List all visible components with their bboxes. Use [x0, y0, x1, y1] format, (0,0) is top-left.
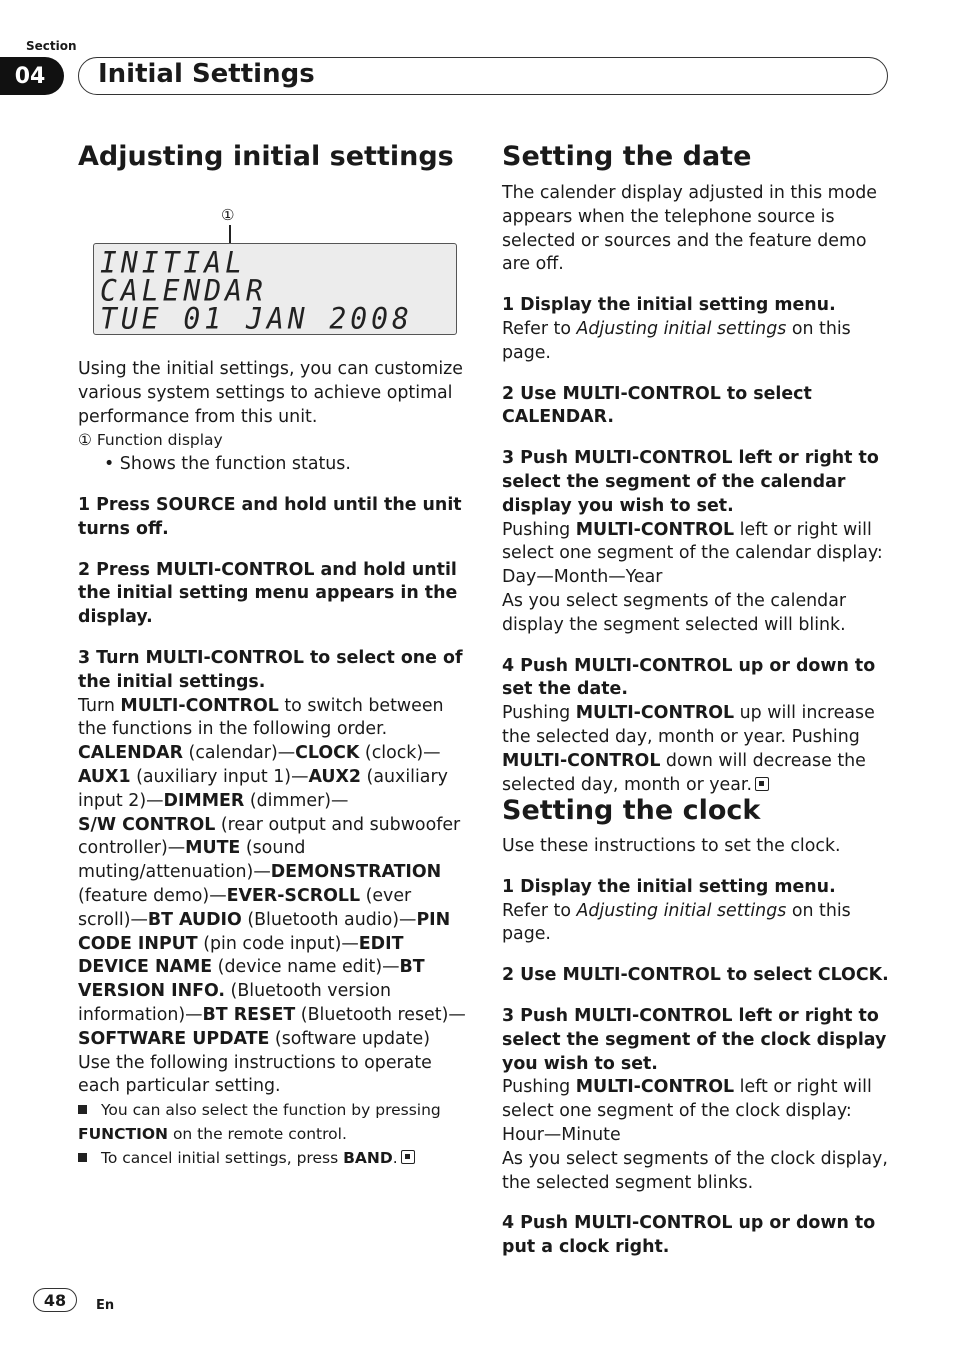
step-3-description: Turn MULTI-CONTROL to switch between the functions in the following order. [78, 695, 444, 740]
date-step-3-note: As you select segments of the calendar display the segment selected will blink. [502, 590, 847, 635]
clock-intro: Use these instructions to set the clock. [502, 836, 841, 856]
page-number: 48 [33, 1288, 77, 1312]
heading-setting-the-clock: Setting the clock [502, 795, 761, 826]
date-step-4-description: Pushing MULTI-CONTROL up will increase the selected day, month or year. Pushing MULTI-CONTROL down will decrease the selected day, month or year. [502, 703, 875, 795]
clock-step-2: 2 Use MULTI-CONTROL to select CLOCK. [502, 965, 889, 986]
square-bullet-icon [78, 1153, 87, 1162]
date-step-1-ref: Refer to Adjusting initial settings on this page. [502, 318, 851, 363]
clock-step-3-description: Pushing MULTI-CONTROL left or right will select one segment of the clock display: [502, 1077, 872, 1122]
language-label: En [96, 1298, 115, 1313]
clock-step-3-sequence: Hour—Minute [502, 1124, 621, 1145]
end-of-section-icon [401, 1150, 415, 1164]
date-intro: The calender display adjusted in this mode appears when the telephone source is selected or sources and the feature demo are off. [502, 183, 877, 275]
heading-setting-the-date: Setting the date [502, 141, 752, 172]
display-line-1: INITIAL [100, 245, 247, 280]
use-following-text: Use the following instructions to operate each particular setting. [78, 1052, 432, 1097]
intro-text: Using the initial settings, you can customize various system settings to achieve optimal performance from this unit. [78, 359, 463, 427]
note-function-remote: You can also select the function by pressing FUNCTION on the remote control. [78, 1101, 441, 1143]
date-step-3-description: Pushing MULTI-CONTROL left or right will select one segment of the calendar display: [502, 519, 883, 564]
clock-step-3-note: As you select segments of the clock display, the selected segment blinks. [502, 1148, 888, 1193]
clock-step-1: 1 Display the initial setting menu. [502, 876, 836, 897]
clock-step-3: 3 Push MULTI-CONTROL left or right to select the segment of the clock display you wish to set. [502, 1005, 887, 1074]
clock-step-4: 4 Push MULTI-CONTROL up or down to put a clock right. [502, 1213, 876, 1258]
left-column-body [78, 358, 468, 1171]
date-section-body [502, 182, 892, 797]
date-step-3: 3 Push MULTI-CONTROL left or right to select the segment of the calendar display you wish to set. [502, 448, 879, 516]
square-bullet-icon [78, 1105, 87, 1114]
function-order-list: CALENDAR (calendar)—CLOCK (clock)—AUX1 (auxiliary input 1)—AUX2 (auxiliary input 2)—DIMMER (dimmer)— S/W CONTROL (rear output and subwoofer controller)—MUTE (sound muting/attenuation)—DEMONSTRATION (feature demo)—EVER-SCROLL (ever scroll)—BT AUDIO (Bluetooth audio)—PIN CODE INPUT (pin code input)—EDIT DEVICE NAME (device name edit)—BT VERSION INFO. (Bluetooth version information)—BT RESET (Bluetooth reset)—SOFTWARE UPDATE (software update) [78, 743, 466, 1049]
function-display [93, 243, 457, 335]
display-line-3: TUE 01 JAN 2008 [100, 301, 413, 336]
date-step-3-sequence: Day—Month—Year [502, 567, 663, 588]
clock-section-body [502, 835, 892, 1260]
note-cancel-band: To cancel initial settings, press BAND. [78, 1147, 468, 1171]
legend-item: ① Function display [78, 431, 223, 450]
section-label: Section [26, 39, 77, 53]
section-number-badge: 04 [0, 57, 64, 95]
heading-adjusting-initial-settings: Adjusting initial settings [78, 141, 454, 172]
date-step-1: 1 Display the initial setting menu. [502, 295, 836, 316]
display-line-2: CALENDAR [100, 273, 267, 308]
callout-number: ① [221, 206, 235, 224]
end-of-section-icon [755, 777, 769, 791]
clock-step-1-ref: Refer to Adjusting initial settings on this page. [502, 900, 851, 945]
section-title: Initial Settings [98, 59, 315, 89]
step-2: 2 Press MULTI-CONTROL and hold until the initial setting menu appears in the display. [78, 559, 458, 628]
legend-bullet: • Shows the function status. [104, 454, 351, 475]
step-1: 1 Press SOURCE and hold until the unit turns off. [78, 494, 462, 539]
date-step-2: 2 Use MULTI-CONTROL to select CALENDAR. [502, 383, 812, 428]
step-3: 3 Turn MULTI-CONTROL to select one of the initial settings. [78, 647, 463, 692]
date-step-4: 4 Push MULTI-CONTROL up or down to set the date. [502, 655, 876, 700]
